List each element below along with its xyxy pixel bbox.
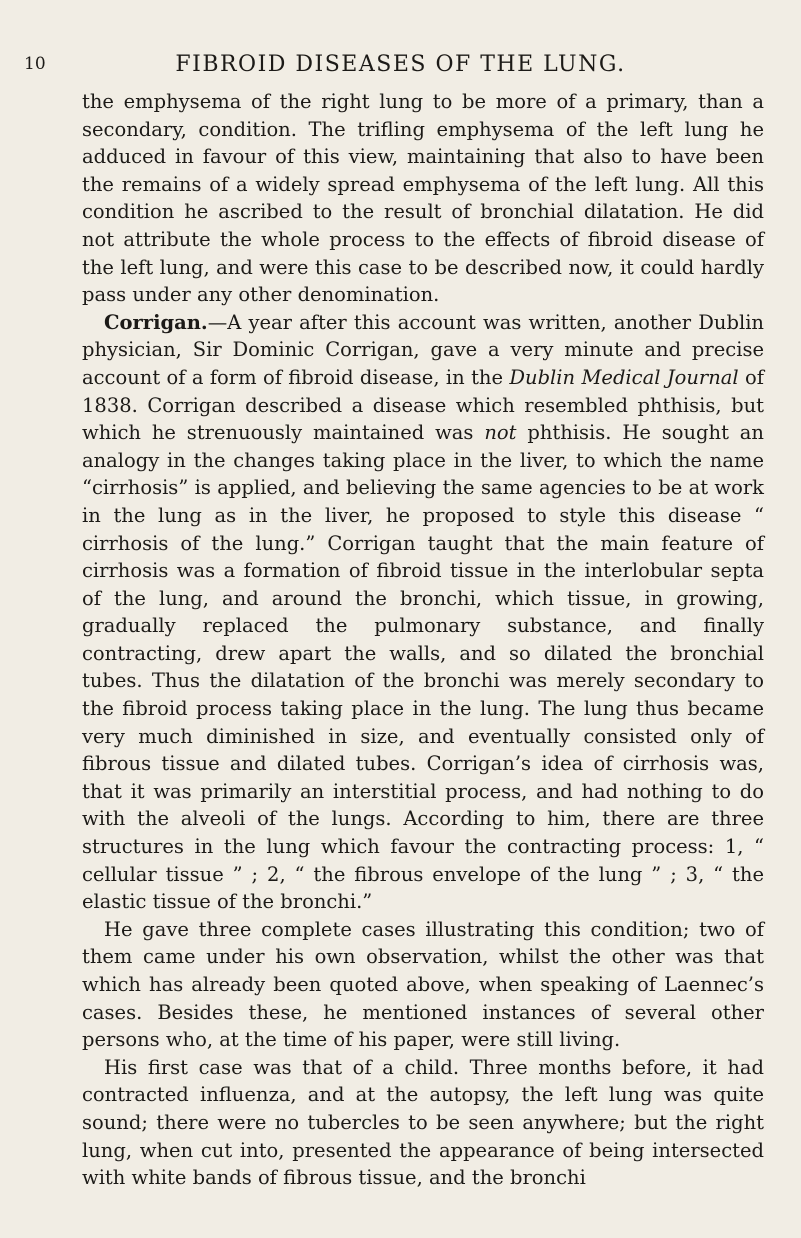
paragraph-3: He gave three complete cases illustrating this condition; two of them came under his own observation, whilst the other was that which has already been quoted above, when speaking of Laennec’s cases. Besides these, he mentioned instances of several other persons who, at the time of his paper, were still living.: [82, 917, 764, 1052]
paragraph-1: the emphysema of the right lung to be more of a primary, than a secondary, condition. The trifling emphysema of the left lung he adduced in favour of this view, maintaining that also to have been the remains of a widely spread emphysema of the left lung. All this condition he ascribed to the result of bronchial dilatation. He did not attribute the whole process to the effects of fibroid disease of the left lung, and were this case to be described now, it could hardly pass under any other denomination.: [82, 90, 764, 307]
emphasis-not: not: [484, 421, 517, 445]
journal-title: Dublin Medical Journal: [509, 365, 739, 389]
page-header: [0, 52, 801, 82]
paragraph-4: His first case was that of a child. Three months before, it had contracted influenza, and at the autopsy, the left lung was quite sound; there were no tubercles to be seen anywhere; but the right lung, when cut into, presented the appearance of being intersected with white bands of fibrous tissue, and the bronchi: [82, 1055, 764, 1190]
page-number: 10: [24, 54, 46, 74]
running-title: FIBROID DISEASES OF THE LUNG.: [175, 52, 626, 77]
paragraph-2-text-b: of 1838. Corrigan described a disease which resembled phthisis, but which he strenuously maintained was: [82, 365, 765, 445]
section-lead-corrigan: Corrigan.: [104, 310, 208, 334]
paragraph-2-text-a: —A year after this account was written, another Dublin physician, Sir Dominic Corrigan, gave a very minute and precise account of a form of fibroid disease, in the: [82, 310, 764, 389]
paragraph-2-text-c: phthisis. He sought an analogy in the changes taking place in the liver, to which the name “cirrhosis” is applied, and believing the same agencies to be at work in the lung as in the liver, he proposed to style this disease “ cirrhosis of the lung.” Corrigan taught that the main feature of cirrhosis was a formation of fibroid tissue in the interlobular septa of the lung, and around the bronchi, which tissue, in growing, gradually replaced the pulmonary substance, and finally contracting, drew apart the walls, and so dilated the bronchial tubes. Thus the dilatation of the bronchi was merely secondary to the fibroid process taking place in the lung. The lung thus became very much diminished in size, and eventually consisted only of fibrous tissue and dilated tubes. Corrigan’s idea of cirrhosis was, that it was primarily an interstitial process, and had nothing to do with the alveoli of the lungs. According to him, there are three structures in the lung which favour the contracting process: 1, “ cellular tissue ” ; 2, “ the fibrous envelope of the lung ” ; 3, “ the elastic tissue of the bronchi.”: [82, 421, 764, 914]
body-text: [82, 88, 764, 1192]
paragraph-2: [82, 309, 764, 916]
